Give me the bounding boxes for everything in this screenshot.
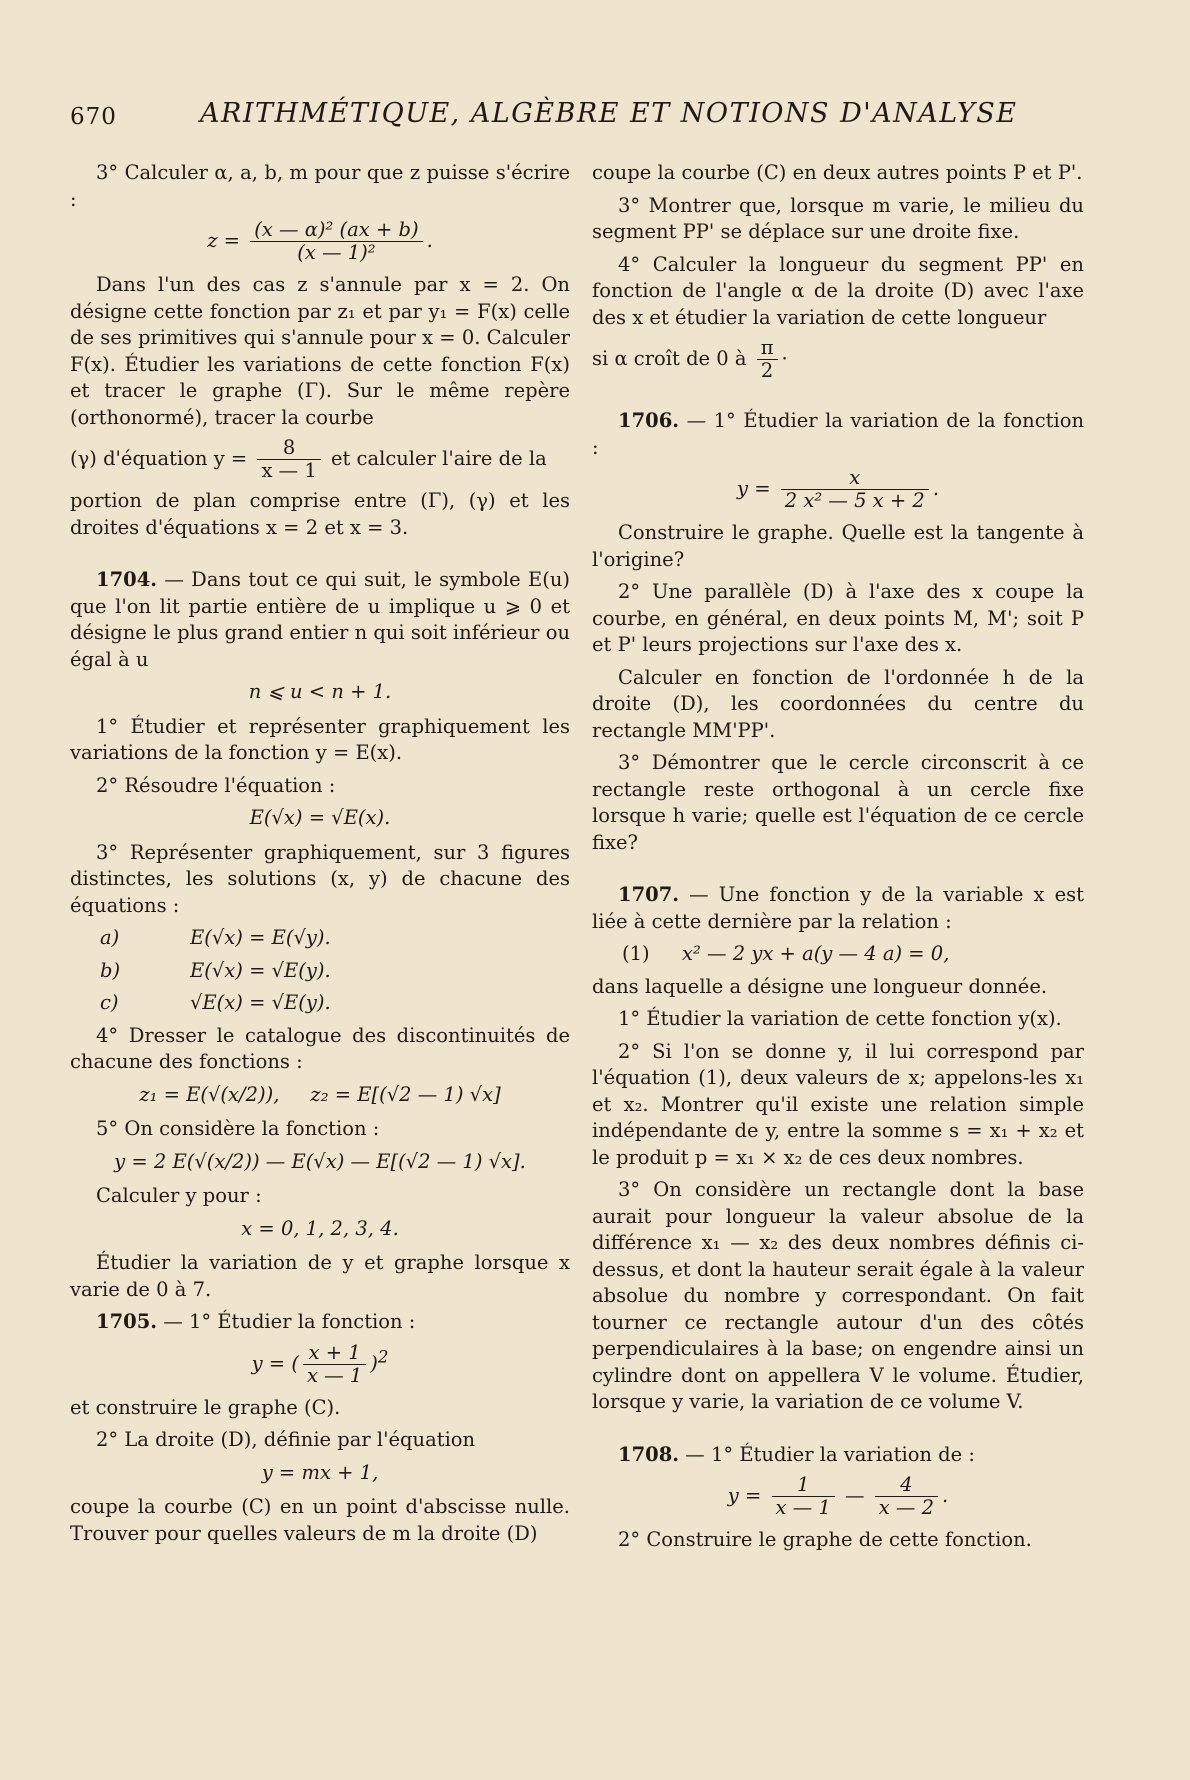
- paragraph: 2° Si l'on se donne y, il lui correspond par l'équation (1), deux valeurs de x; appelons-les x₁ et x₂. Montrer qu'il existe une relation simple indépendante de y, entre la somme s = x₁ + x₂ et le produit p = x₁ × x₂ de ces deux nombres.: [592, 1039, 1084, 1169]
- paragraph: Construire le graphe. Quelle est la tangente à l'origine?: [592, 521, 1084, 571]
- equation-row: (1) x² — 2 yx + a(y — 4 a) = 0,: [622, 942, 950, 965]
- running-title: ARITHMÉTIQUE, ALGÈBRE ET NOTIONS D'ANALYSE: [200, 98, 1018, 129]
- problem-number: 1704.: [96, 568, 158, 591]
- paragraph: dans laquelle a désigne une longueur donnée.: [592, 974, 1048, 998]
- equation-row: a) E(√x) = E(√y).: [100, 926, 331, 949]
- paragraph: (γ) d'équation y = $\frac{8}{x — 1}$ et calculer l'aire de la: [70, 436, 547, 482]
- paragraph: Étudier la variation de y et graphe lorsque x varie de 0 à 7.: [70, 1251, 570, 1301]
- left-column: [70, 160, 570, 1553]
- paragraph: 3° Montrer que, lorsque m varie, le milieu du segment PP' se déplace sur une droite fixe.: [592, 193, 1084, 243]
- problem-1706: 1706. — 1° Étudier la variation de la fonction :: [592, 409, 1084, 459]
- problem-1705: 1705. — 1° Étudier la fonction :: [96, 1310, 416, 1333]
- equation: z₁ = E(√(x/2)), z₂ = E[(√2 — 1) √x]: [139, 1082, 501, 1106]
- problem-number: 1708.: [618, 1442, 680, 1466]
- paragraph: 4° Dresser le catalogue des discontinuités de chacune des fonctions :: [70, 1023, 570, 1073]
- problem-1708: 1708. — 1° Étudier la variation de :: [618, 1442, 975, 1466]
- paragraph: 1° Étudier la variation de cette fonction y(x).: [618, 1007, 1062, 1030]
- equation: n ⩽ u < n + 1.: [248, 680, 392, 703]
- paragraph: et construire le graphe (C).: [70, 1395, 341, 1419]
- paragraph: 3° On considère un rectangle dont la base aurait pour longueur la valeur absolue de la différence x₁ — x₂ des deux nombres définis ci-dessus, et dont la hauteur serait égale à la valeur absolue du nombre y correspondant. On fait tourner ce rectangle autour d'un des côtés perpendiculaires à la base; on engendre ainsi un cylindre dont on appellera V le volume. Étudier, lorsque y varie, la variation de ce volume V.: [592, 1178, 1084, 1413]
- paragraph: coupe la courbe (C) en un point d'abscisse nulle. Trouver pour quelles valeurs de m la droite (D): [70, 1495, 570, 1545]
- problem-1707: 1707. — Une fonction y de la variable x est liée à cette dernière par la relation :: [592, 883, 1085, 933]
- paragraph: 3° Représenter graphiquement, sur 3 figures distinctes, les solutions (x, y) de chacune des équations :: [70, 840, 570, 917]
- paragraph: 2° Résoudre l'équation :: [96, 773, 336, 797]
- problem-number: 1705.: [96, 1310, 158, 1333]
- problem-1704: 1704. — Dans tout ce qui suit, le symbole E(u) que l'on lit partie entière de u implique u ⩾ 0 et désigne le plus grand entier n qui soit inférieur ou égal à u: [70, 568, 570, 671]
- paragraph: 3° Démontrer que le cercle circonscrit à ce rectangle reste orthogonal à un cercle fixe lorsque h varie; quelle est l'équation de ce cercle fixe?: [592, 751, 1084, 854]
- paragraph: Calculer en fonction de l'ordonnée h de la droite (D), les coordonnées du centre du rectangle MM'PP'.: [592, 665, 1084, 742]
- paragraph: 2° La droite (D), définie par l'équation: [96, 1428, 476, 1451]
- equation: E(√x) = √E(x).: [249, 806, 391, 829]
- equation-row: c) √E(x) = √E(y).: [100, 991, 331, 1014]
- page-number: 670: [70, 104, 117, 130]
- page-header: [70, 98, 1130, 138]
- paragraph: 1° Étudier et représenter graphiquement les variations de la fonction y = E(x).: [70, 714, 570, 764]
- problem-number: 1707.: [618, 883, 680, 906]
- right-column: [592, 160, 1084, 1560]
- equation: x = 0, 1, 2, 3, 4.: [241, 1216, 399, 1240]
- equation-row: b) E(√x) = √E(y).: [100, 958, 331, 982]
- equation: y = mx + 1,: [261, 1460, 379, 1484]
- paragraph: 3° Calculer α, a, b, m pour que z puisse s'écrire :: [70, 161, 570, 211]
- equation: z = $\frac{\text{(x — α)² (ax + b)}}{\text{(x — 1)²}}$ .: [207, 218, 433, 264]
- paragraph: 4° Calculer la longueur du segment PP' en fonction de l'angle α de la droite (D) avec l'axe des x et étudier la variation de cette longueur: [592, 252, 1084, 329]
- paragraph: 5° On considère la fonction :: [96, 1117, 380, 1140]
- paragraph: portion de plan comprise entre (Γ), (γ) et les droites d'équations x = 2 et x = 3.: [70, 489, 570, 539]
- paragraph: coupe la courbe (C) en deux autres points P et P'.: [592, 161, 1083, 184]
- paragraph: Dans l'un des cas z s'annule par x = 2. On désigne cette fonction par z₁ et par y₁ = F(x) celle de ses primitives qui s'annule pour x = 0. Calculer F(x). Étudier les variations de cette fonction F(x) et tracer le graphe (Γ). Sur le même repère (orthonormé), tracer la courbe: [70, 273, 570, 429]
- problem-number: 1706.: [618, 409, 680, 432]
- paragraph: si α croît de 0 à $\frac{\pi}{2}$ ·: [592, 336, 788, 382]
- equation: y = 2 E(√(x/2)) — E(√x) — E[(√2 — 1) √x].: [114, 1149, 526, 1173]
- equation: y = $\frac{1}{x — 1}$ — $\frac{4}{x — 2}$ .: [727, 1473, 949, 1519]
- paragraph: 2° Construire le graphe de cette fonction.: [618, 1528, 1032, 1551]
- equation: y = $\frac{x}{\text{2 x² — 5 x + 2}}$ .: [736, 466, 940, 512]
- paragraph: Calculer y pour :: [96, 1184, 262, 1207]
- equation: y = ( $\frac{x + 1}{x — 1}$ )$^2$: [251, 1340, 389, 1387]
- paragraph: 2° Une parallèle (D) à l'axe des x coupe la courbe, en général, en deux points M, M'; soit P et P' leurs projections sur l'axe des x.: [592, 580, 1084, 656]
